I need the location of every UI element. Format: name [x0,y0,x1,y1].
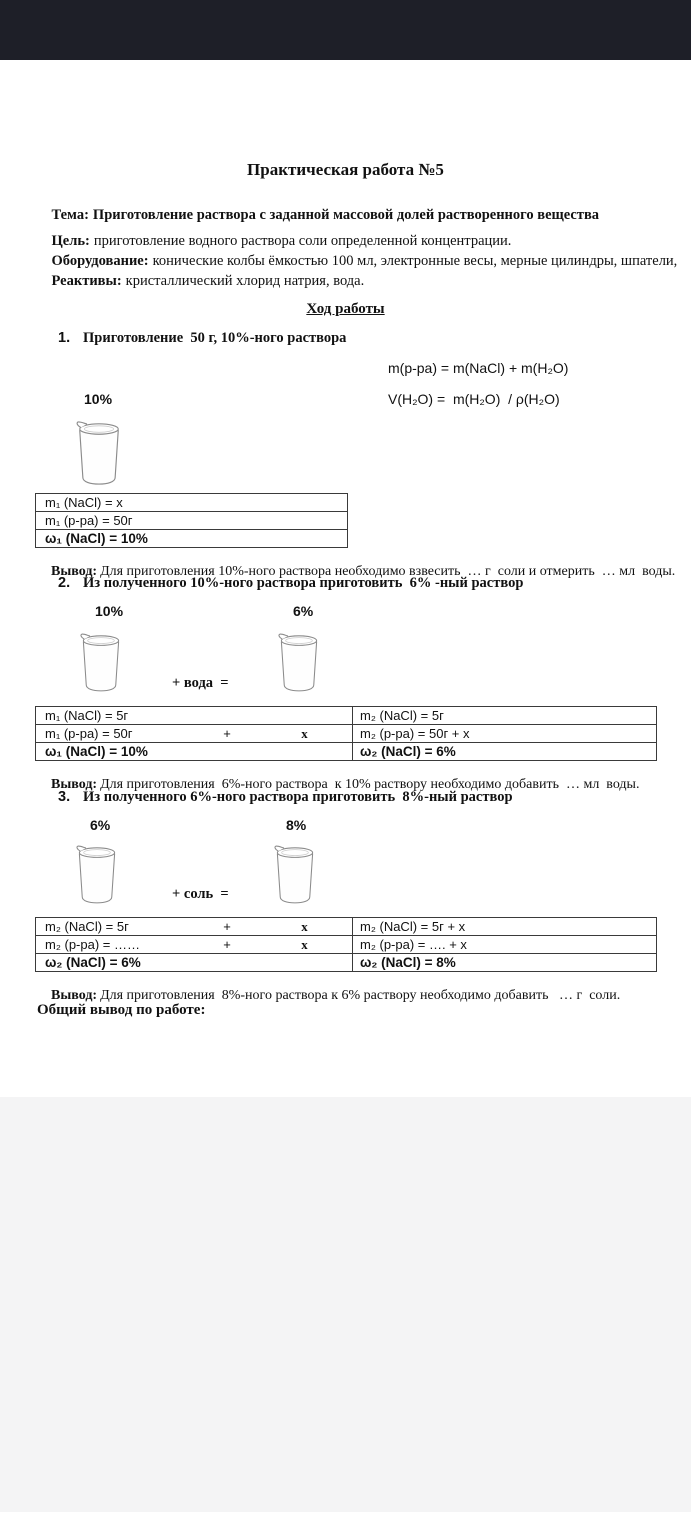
conclusion-label: Вывод: [51,988,98,1003]
section3-operation: + соль = [172,886,229,902]
conclusion-label: Вывод: [51,564,98,579]
table-row: m₁ (NaCl) = x [45,495,123,510]
section2-operation: + вода = [172,675,229,691]
table-cell: m₁ (р-ра) = 50г + х [36,725,353,742]
oborudovanie-label: Оборудование: [51,253,149,269]
page-title: Практическая работа №5 [247,160,444,179]
table-cell: ω₂ (NaCl) = 8% [360,955,456,970]
beaker-icon [78,632,124,693]
table-row [36,953,656,971]
section1-table [35,493,348,548]
section2-left-label: 10% [95,603,124,619]
table-cell: m₂ (р-ра) = …… + х [36,936,353,953]
table-row: m₁ (р-ра) = 50г [36,511,347,529]
table-cell: m₂ (NaCl) = 5г + х [360,919,466,934]
conclusion-label: Вывод: [51,777,98,792]
meta-line-reaktivy [37,256,364,307]
section2-right-label: 6% [293,603,314,619]
section2-heading-text: Из полученного 10%-ного раствора приготовить 6% -ный раствор [83,575,524,591]
overall-conclusion-label: Общий вывод по работе: [37,1002,206,1018]
beaker-icon [74,418,124,488]
section2-table [35,706,657,761]
table-row [36,742,656,760]
status-bar [0,0,691,60]
conclusion-text: Для приготовления 8%-ного раствора к 6% раствору необходимо добавить … г соли. [100,988,621,1003]
section3-number: 3. [58,789,71,805]
table-cell: m₂ (NaCl) = 5г [360,708,444,723]
formula-mass: m(р-ра) = m(NaCl) + m(H₂O) [388,360,569,376]
table-row [36,935,656,953]
table-cell: m₂ (р-ра) = …. + х [360,937,467,952]
section3-right-label: 8% [286,817,307,833]
table-cell: ω₁ (NaCl) = 10% [36,743,353,760]
section3-heading [58,789,513,806]
page-footer-background [0,1097,691,1512]
table-row [36,707,656,724]
table-cell: m₂ (р-ра) = 50г + х [360,726,470,741]
section3-left-label: 6% [90,817,111,833]
table-cell: ω₂ (NaCl) = 6% [36,954,353,971]
table-cell: ω₂ (NaCl) = 6% [360,744,456,759]
tema-text: Приготовление раствора с заданной массовой долей растворенного вещества [92,207,600,223]
oborudovanie-text: конические колбы ёмкостью 100 мл, электронные весы, мерные цилиндры, шпатели, [152,253,678,269]
table-row: ω₁ (NaCl) = 10% [36,529,347,547]
reaktivy-label: Реактивы: [51,273,122,289]
section3-table [35,917,657,972]
beaker-icon [272,844,318,905]
cel-text: приготовление водного раствора соли определенной концентрации. [93,233,512,249]
section1-number: 1. [58,330,71,346]
beaker-icon [276,632,322,693]
conclusion-text: Для приготовления 10%-ного раствора необходимо взвесить … г соли и отмерить … мл воды. [100,564,676,579]
section2-number: 2. [58,575,71,591]
table-row [36,918,656,935]
cel-label: Цель: [51,233,90,249]
table-cell: m₂ (NaCl) = 5г + х [36,918,353,935]
subheader: Ход работы [306,301,385,317]
table-cell: m₁ (NaCl) = 5г [36,707,353,724]
table-row [36,724,656,742]
section2-heading [58,575,523,592]
conclusion-text: Для приготовления 6%-ного раствора к 10% раствору необходимо добавить … мл воды. [100,777,640,792]
beaker-icon [74,844,120,905]
reaktivy-text: кристаллический хлорид натрия, вода. [125,273,365,289]
section1-heading [58,330,346,347]
section3-heading-text: Из полученного 6%-ного раствора приготовить 8%-ный раствор [83,789,513,805]
section1-beaker-label: 10% [84,391,113,407]
tema-label: Тема: [51,207,89,223]
section1-heading-text: Приготовление 50 г, 10%-ного раствора [83,330,347,346]
formula-volume: V(H₂O) = m(H₂O) / ρ(H₂O) [388,391,560,407]
